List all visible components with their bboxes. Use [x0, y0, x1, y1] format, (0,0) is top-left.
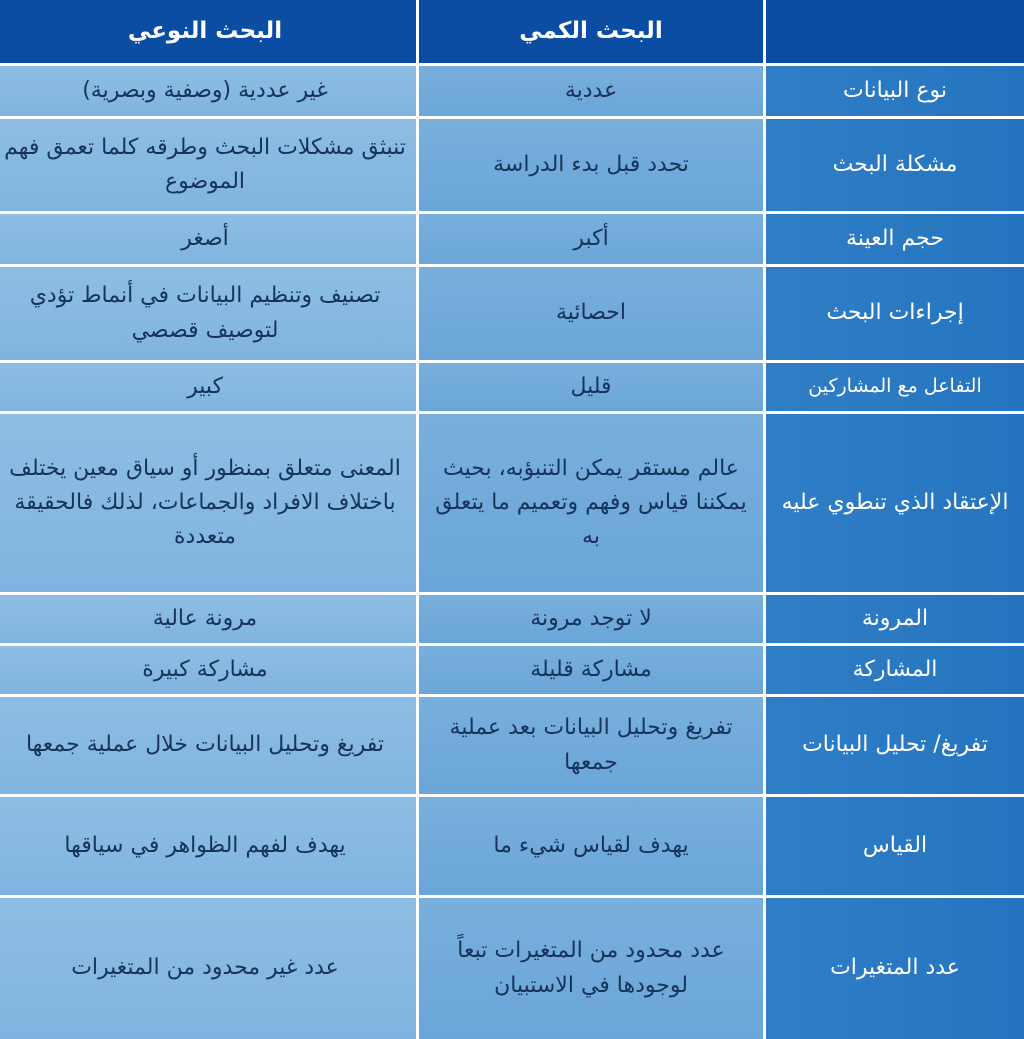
cell-qualitative-variables: عدد غير محدود من المتغيرات — [0, 898, 416, 1039]
cell-qualitative-measurement: يهدف لفهم الظواهر في سياقها — [0, 797, 416, 895]
cell-quantitative-variables: عدد محدود من المتغيرات تبعاً لوجودها في الاستبيان — [419, 898, 763, 1039]
cell-qualitative-procedures: تصنيف وتنظيم البيانات في أنماط تؤدي لتوصيف قصصي — [0, 267, 416, 360]
header-quantitative: البحث الكمي — [419, 0, 763, 63]
cell-qualitative-sample-size: أصغر — [0, 214, 416, 264]
cell-quantitative-flexibility: لا توجد مرونة — [419, 595, 763, 643]
row-label-data-type: نوع البيانات — [766, 66, 1024, 116]
cell-quantitative-procedures: احصائية — [419, 267, 763, 360]
cell-quantitative-data-type: عددية — [419, 66, 763, 116]
row-label-belief: الإعتقاد الذي تنطوي عليه — [766, 414, 1024, 592]
cell-qualitative-research-problem: تنبثق مشكلات البحث وطرقه كلما تعمق فهم الموضوع — [0, 119, 416, 211]
row-label-interaction: التفاعل مع المشاركين — [766, 363, 1024, 411]
row-label-sample-size: حجم العينة — [766, 214, 1024, 264]
cell-qualitative-flexibility: مرونة عالية — [0, 595, 416, 643]
row-label-variables: عدد المتغيرات — [766, 898, 1024, 1039]
cell-quantitative-interaction: قليل — [419, 363, 763, 411]
row-label-procedures: إجراءات البحث — [766, 267, 1024, 360]
cell-quantitative-data-analysis: تفريغ وتحليل البيانات بعد عملية جمعها — [419, 697, 763, 794]
cell-qualitative-belief: المعنى متعلق بمنظور أو سياق معين يختلف باختلاف الافراد والجماعات، لذلك فالحقيقة متعددة — [0, 414, 416, 592]
row-label-measurement: القياس — [766, 797, 1024, 895]
cell-quantitative-research-problem: تحدد قبل بدء الدراسة — [419, 119, 763, 211]
cell-qualitative-data-type: غير عددية (وصفية وبصرية) — [0, 66, 416, 116]
header-corner — [766, 0, 1024, 63]
cell-qualitative-interaction: كبير — [0, 363, 416, 411]
row-label-research-problem: مشكلة البحث — [766, 119, 1024, 211]
row-label-participation: المشاركة — [766, 646, 1024, 694]
row-label-flexibility: المرونة — [766, 595, 1024, 643]
cell-quantitative-measurement: يهدف لقياس شيء ما — [419, 797, 763, 895]
cell-qualitative-data-analysis: تفريغ وتحليل البيانات خلال عملية جمعها — [0, 697, 416, 794]
cell-quantitative-sample-size: أكبر — [419, 214, 763, 264]
cell-quantitative-belief: عالم مستقر يمكن التنبؤبه، بحيث يمكننا قياس وفهم وتعميم ما يتعلق به — [419, 414, 763, 592]
header-qualitative: البحث النوعي — [0, 0, 416, 63]
cell-qualitative-participation: مشاركة كبيرة — [0, 646, 416, 694]
row-label-data-analysis: تفريغ/ تحليل البيانات — [766, 697, 1024, 794]
cell-quantitative-participation: مشاركة قليلة — [419, 646, 763, 694]
